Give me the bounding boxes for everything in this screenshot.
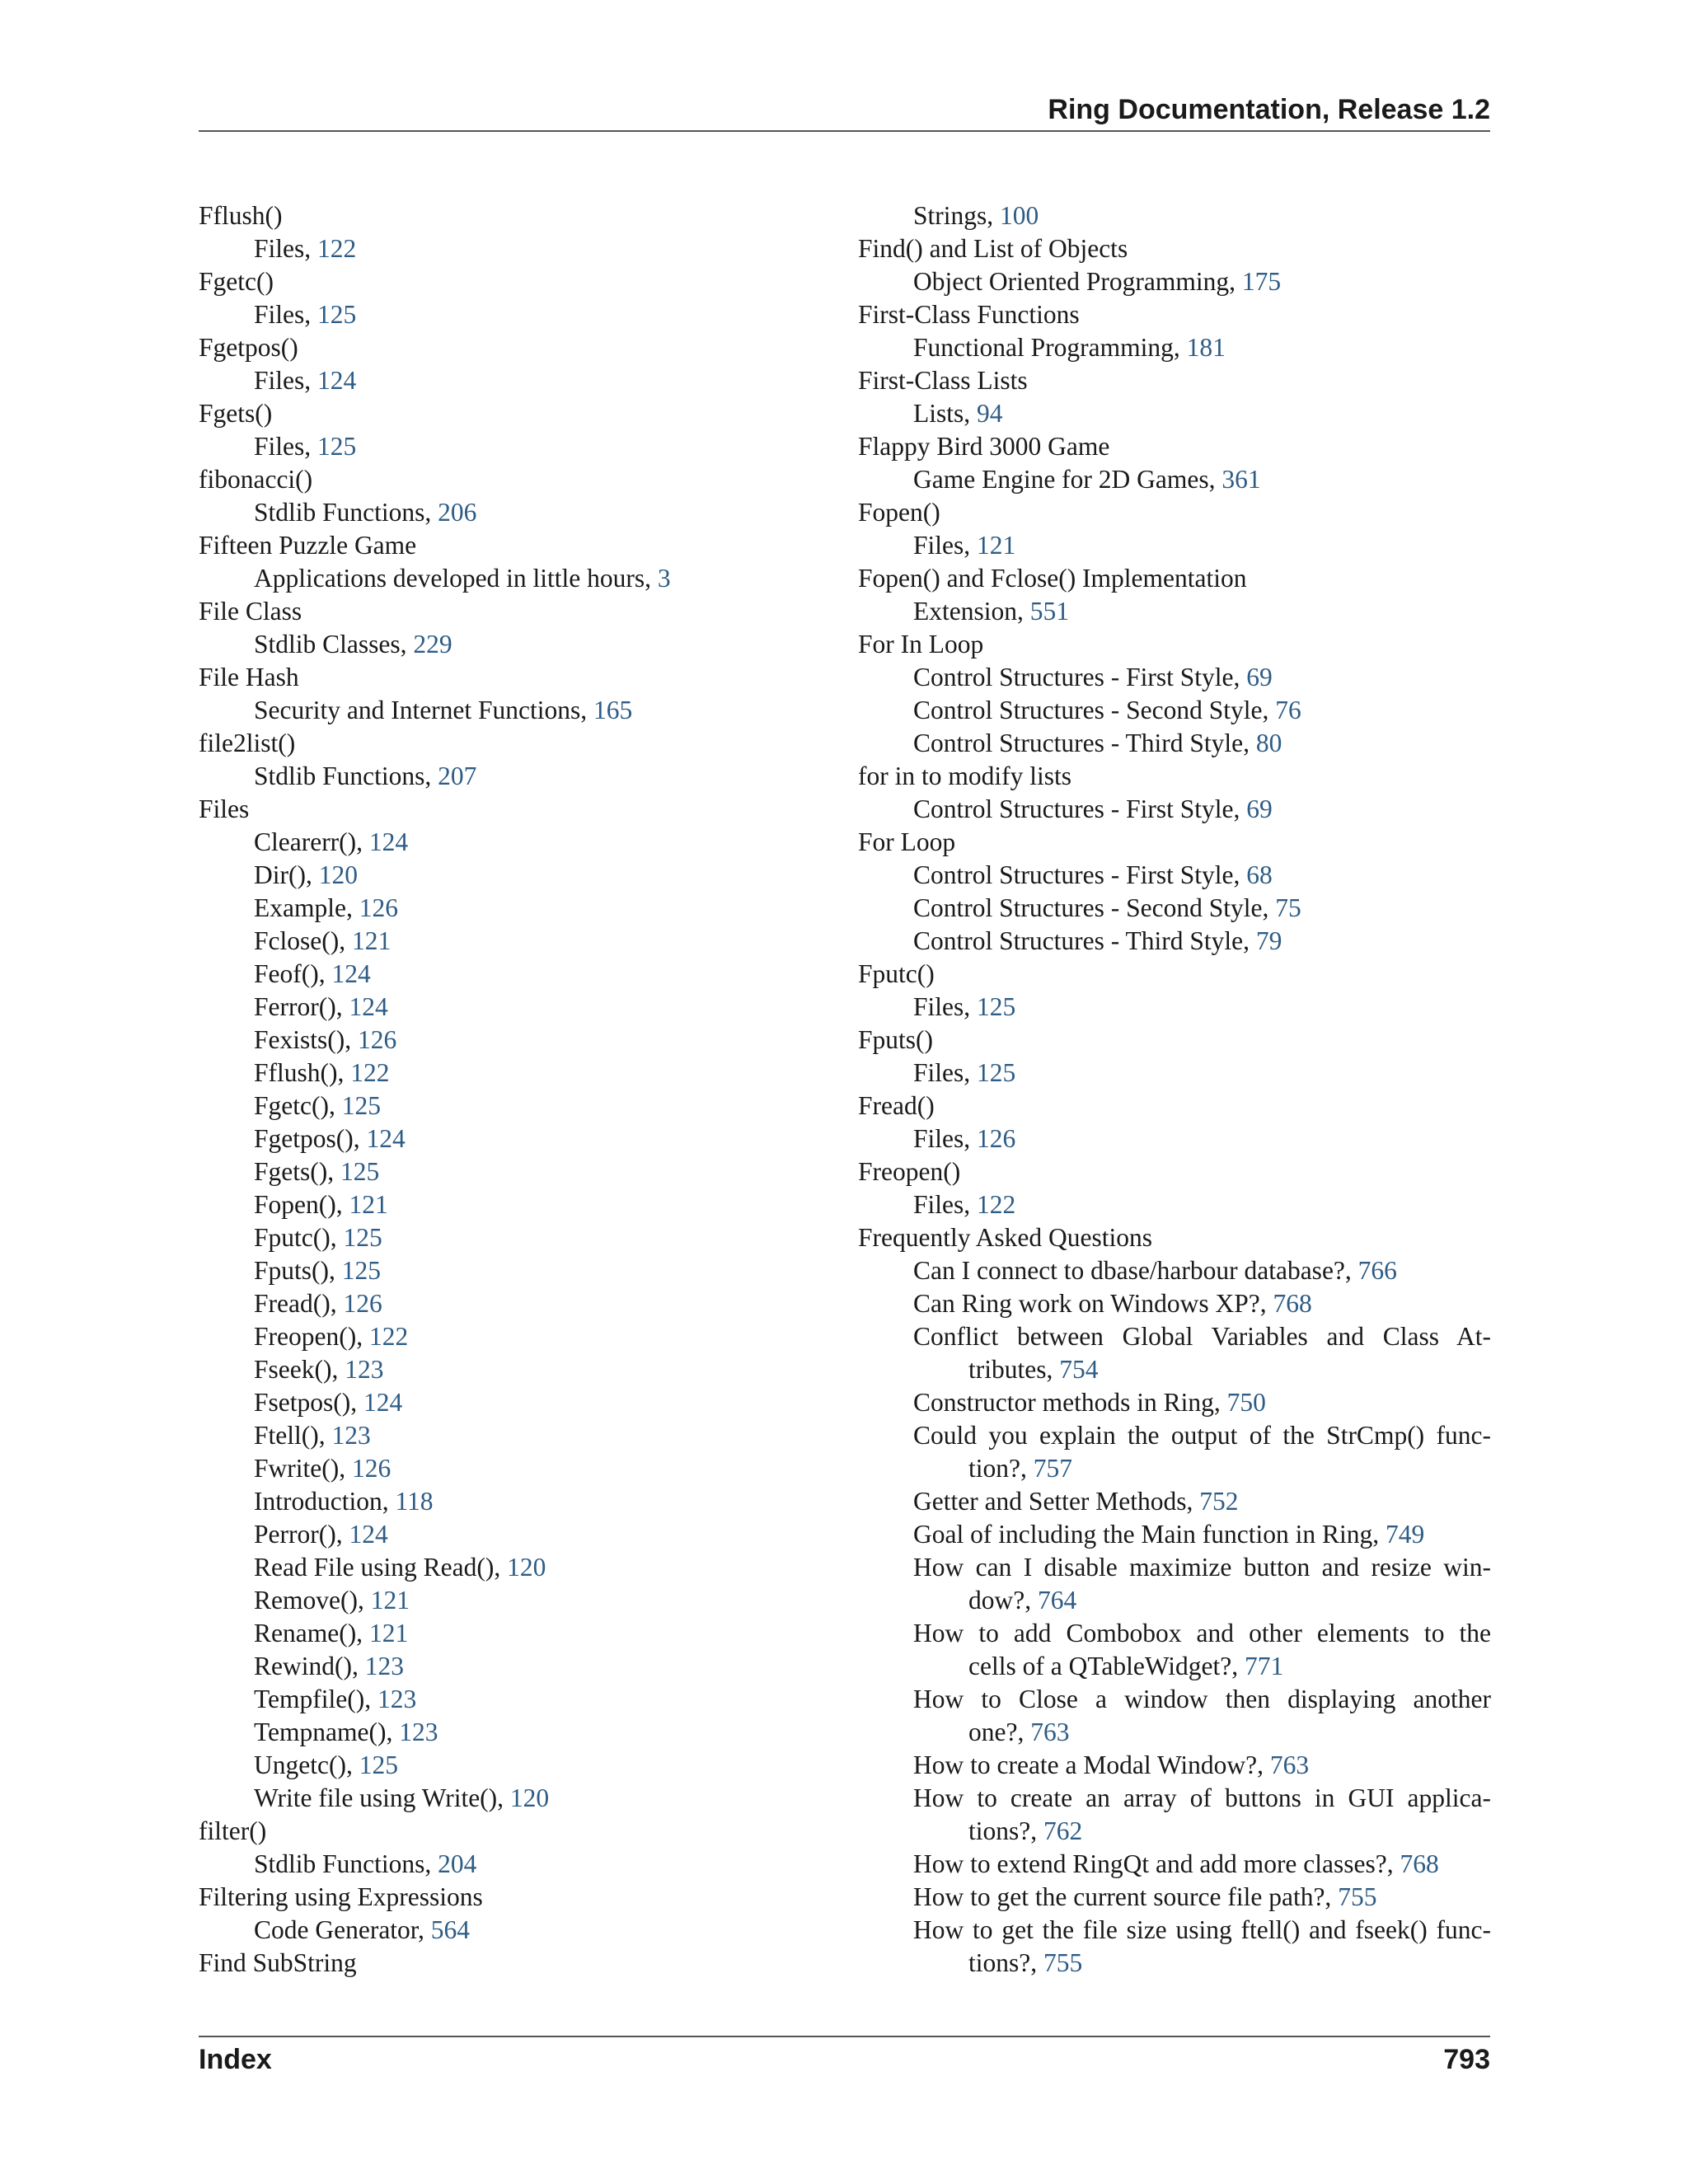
index-subentry	[199, 1320, 832, 1353]
index-subentry	[199, 991, 832, 1024]
page-link[interactable]: 229	[413, 630, 452, 658]
entry-text: How can I disable maximize button and resize win-	[913, 1553, 1491, 1582]
index-subentry	[199, 1485, 832, 1518]
index-subentry	[199, 1716, 832, 1749]
index-term	[199, 595, 832, 628]
index-term	[858, 958, 1491, 991]
entry-text: Goal of including the Main function in Ring,	[913, 1520, 1386, 1549]
index-subentry	[858, 1452, 1491, 1485]
index-subentry	[858, 1617, 1491, 1650]
index-subentry	[858, 199, 1491, 232]
index-subentry	[199, 628, 832, 661]
index-subentry	[199, 1782, 832, 1815]
index-subentry	[199, 925, 832, 958]
entry-text: Perror(),	[254, 1520, 349, 1549]
index-term	[858, 562, 1491, 595]
page-link[interactable]: 750	[1226, 1388, 1266, 1417]
page-link[interactable]: 94	[977, 399, 1003, 428]
page-link[interactable]: 120	[507, 1553, 546, 1582]
index-subentry	[858, 925, 1491, 958]
page-link[interactable]: 100	[1000, 201, 1039, 230]
index-subentry	[199, 1584, 832, 1617]
index-subentry	[199, 826, 832, 859]
index-subentry	[199, 1749, 832, 1782]
entry-text: Fseek(),	[254, 1355, 345, 1384]
index-subentry	[858, 892, 1491, 925]
index-subentry	[858, 1881, 1491, 1914]
index-subentry	[858, 1947, 1491, 1980]
entry-text: Feof(),	[254, 959, 332, 988]
index-subentry	[858, 1386, 1491, 1419]
page-link[interactable]: 122	[350, 1058, 390, 1087]
page-link[interactable]: 126	[351, 1454, 392, 1483]
page-link[interactable]: 79	[1255, 926, 1282, 955]
page-link[interactable]: 755	[1043, 1948, 1083, 1977]
entry-text: Security and Internet Functions,	[254, 696, 594, 724]
index-subentry	[199, 859, 832, 892]
index-subentry	[199, 1090, 832, 1122]
index-subentry	[199, 1617, 832, 1650]
entry-text: Applications developed in little hours,	[254, 564, 658, 593]
index-subentry	[199, 364, 832, 397]
entry-text: Frequently Asked Questions	[858, 1223, 1152, 1252]
index-term	[858, 760, 1491, 793]
page-link[interactable]: 75	[1275, 893, 1301, 922]
index-subentry	[858, 529, 1491, 562]
index-term	[858, 298, 1491, 331]
entry-text: Strings,	[913, 201, 1001, 230]
page-link[interactable]: 121	[351, 926, 392, 955]
index-subentry	[858, 1419, 1491, 1452]
index-subentry	[199, 1551, 832, 1584]
index-subentry	[858, 1749, 1491, 1782]
index-term	[199, 397, 832, 430]
entry-text: Control Structures - First Style,	[913, 860, 1247, 889]
entry-text: Files,	[913, 1058, 978, 1087]
entry-text: Fexists(),	[254, 1025, 358, 1054]
index-term	[858, 232, 1491, 265]
page-link[interactable]: 126	[358, 1025, 397, 1054]
page-link[interactable]: 749	[1386, 1520, 1425, 1549]
page-link[interactable]: 121	[977, 531, 1016, 560]
entry-text: Introduction,	[254, 1487, 396, 1516]
page-link[interactable]: 123	[399, 1718, 438, 1746]
index-term	[199, 265, 832, 298]
page-link[interactable]: 122	[368, 1322, 409, 1351]
index-subentry	[858, 1320, 1491, 1353]
entry-text: tion?,	[968, 1454, 1034, 1483]
index-term	[199, 331, 832, 364]
index-term	[199, 1947, 832, 1980]
entry-text: Ungetc(),	[254, 1750, 359, 1779]
index-subentry	[199, 496, 832, 529]
index-subentry	[858, 331, 1491, 364]
page-link[interactable]: 763	[1269, 1750, 1310, 1779]
page-link[interactable]: 361	[1221, 465, 1261, 494]
page-link[interactable]: 118	[395, 1487, 434, 1516]
entry-text: Stdlib Functions,	[254, 498, 438, 527]
index-subentry	[858, 265, 1491, 298]
entry-text: Freopen(),	[254, 1322, 369, 1351]
index-subentry	[858, 1122, 1491, 1155]
entry-text: Clearerr(),	[254, 827, 369, 856]
entry-text: Could you explain the output of the StrCmp() func-	[913, 1421, 1491, 1450]
entry-text: File Class	[199, 597, 302, 626]
page-link[interactable]: 120	[318, 860, 358, 889]
page-link[interactable]: 121	[368, 1619, 409, 1647]
index-subentry	[858, 1815, 1491, 1848]
entry-text: one?,	[968, 1718, 1031, 1746]
page-link[interactable]: 124	[317, 366, 357, 395]
entry-text: Stdlib Functions,	[254, 1849, 438, 1878]
entry-text: How to add Combobox and other elements to the	[913, 1619, 1491, 1647]
index-term	[199, 1881, 832, 1914]
page-link[interactable]: 763	[1030, 1718, 1070, 1746]
page-link[interactable]: 124	[368, 827, 409, 856]
entry-text: First-Class Functions	[858, 300, 1080, 329]
page-link[interactable]: 551	[1029, 597, 1069, 626]
index-subentry	[858, 1518, 1491, 1551]
entry-text: Code Generator,	[254, 1915, 431, 1944]
entry-text: Control Structures - Second Style,	[913, 893, 1276, 922]
page-footer	[199, 2042, 1490, 2077]
index-subentry	[199, 562, 832, 595]
page-link[interactable]: 125	[977, 992, 1016, 1021]
index-subentry	[858, 1485, 1491, 1518]
index-subentry	[858, 694, 1491, 727]
entry-text: tributes,	[968, 1355, 1060, 1384]
index-column-right	[858, 199, 1491, 1980]
entry-text: Can Ring work on Windows XP?,	[913, 1289, 1273, 1318]
entry-text: First-Class Lists	[858, 366, 1028, 395]
page-link[interactable]: 125	[317, 300, 357, 329]
page-link[interactable]: 768	[1400, 1849, 1439, 1878]
index-subentry	[858, 1716, 1491, 1749]
page-link[interactable]: 754	[1059, 1355, 1099, 1384]
page-link[interactable]: 125	[317, 432, 357, 461]
page-link[interactable]: 175	[1241, 267, 1282, 296]
index-subentry	[858, 1914, 1491, 1947]
index-column-left	[199, 199, 832, 1980]
index-subentry	[858, 463, 1491, 496]
entry-text: Object Oriented Programming,	[913, 267, 1242, 296]
page-header: Ring Documentation, Release 1.2	[1048, 94, 1490, 125]
index-term	[858, 826, 1491, 859]
page-link[interactable]: 764	[1037, 1586, 1077, 1615]
entry-text: Files,	[913, 1124, 978, 1153]
entry-text: Find() and List of Objects	[858, 234, 1128, 263]
entry-text: Fputs(),	[254, 1256, 342, 1285]
entry-text: Tempfile(),	[254, 1685, 377, 1713]
page-link[interactable]: 76	[1275, 696, 1301, 724]
page-link[interactable]: 752	[1199, 1487, 1239, 1516]
page-link[interactable]: 755	[1338, 1882, 1377, 1911]
index-subentry	[858, 595, 1491, 628]
page-link[interactable]: 123	[345, 1355, 384, 1384]
entry-text: For In Loop	[858, 630, 984, 658]
entry-text: filter()	[199, 1816, 267, 1845]
index-term	[858, 364, 1491, 397]
index-subentry	[199, 1386, 832, 1419]
index-subentry	[199, 1254, 832, 1287]
page-link[interactable]: 125	[341, 1091, 381, 1120]
page-link[interactable]: 69	[1246, 794, 1273, 823]
entry-text: Freopen()	[858, 1157, 961, 1186]
index-subentry	[199, 1452, 832, 1485]
entry-text: Fwrite(),	[254, 1454, 352, 1483]
entry-text: Fread()	[858, 1091, 935, 1120]
index-term	[199, 793, 832, 826]
entry-text: Files,	[254, 234, 318, 263]
entry-text: Dir(),	[254, 860, 319, 889]
page-link[interactable]: 125	[340, 1157, 380, 1186]
page-link[interactable]: 181	[1186, 333, 1226, 362]
entry-text: Constructor methods in Ring,	[913, 1388, 1227, 1417]
entry-text: Remove(),	[254, 1586, 371, 1615]
entry-text: Game Engine for 2D Games,	[913, 465, 1222, 494]
entry-text: fibonacci()	[199, 465, 313, 494]
entry-text: file2list()	[199, 729, 296, 757]
index-subentry	[858, 1551, 1491, 1584]
page-link[interactable]: 123	[331, 1421, 371, 1450]
page-link[interactable]: 757	[1033, 1454, 1072, 1483]
entry-text: Files,	[254, 366, 318, 395]
page-link[interactable]: 121	[349, 1190, 388, 1219]
page-link[interactable]: 123	[364, 1652, 404, 1680]
index-subentry	[199, 694, 832, 727]
entry-text: Control Structures - Third Style,	[913, 729, 1256, 757]
entry-text: Flappy Bird 3000 Game	[858, 432, 1110, 461]
page-link[interactable]: 80	[1255, 729, 1282, 757]
index-term	[858, 430, 1491, 463]
entry-text: How to create a Modal Window?,	[913, 1750, 1270, 1779]
entry-text: Files	[199, 794, 250, 823]
index-subentry	[858, 1650, 1491, 1683]
entry-text: Rename(),	[254, 1619, 369, 1647]
index-subentry	[858, 1188, 1491, 1221]
footer-rule	[199, 2036, 1490, 2037]
entry-text: Conflict between Global Variables and Class At-	[913, 1322, 1491, 1351]
entry-text: Rewind(),	[254, 1652, 365, 1680]
page-link[interactable]: 126	[359, 893, 398, 922]
index-subentry	[199, 1419, 832, 1452]
entry-text: Stdlib Functions,	[254, 762, 438, 790]
entry-text: Write file using Write(),	[254, 1783, 510, 1812]
page-link[interactable]: 69	[1246, 663, 1273, 691]
entry-text: How to create an array of buttons in GUI applica-	[913, 1783, 1491, 1812]
index-term	[199, 463, 832, 496]
page-link[interactable]: 122	[977, 1190, 1016, 1219]
index-term	[858, 1155, 1491, 1188]
entry-text: Can I connect to dbase/harbour database?,	[913, 1256, 1358, 1285]
index-subentry	[199, 232, 832, 265]
index-subentry	[858, 1353, 1491, 1386]
entry-text: Files,	[254, 432, 318, 461]
index-subentry	[199, 1287, 832, 1320]
index-subentry	[858, 793, 1491, 826]
entry-text: Fgetpos()	[199, 333, 298, 362]
entry-text: Read File using Read(),	[254, 1553, 508, 1582]
entry-text: Files,	[254, 300, 318, 329]
entry-text: Files,	[913, 531, 978, 560]
index-term	[199, 1815, 832, 1848]
entry-text: for in to modify lists	[858, 762, 1071, 790]
index-term	[199, 727, 832, 760]
page-link[interactable]: 120	[509, 1783, 550, 1812]
entry-text: Files,	[913, 992, 978, 1021]
header-rule	[199, 130, 1490, 132]
page-link[interactable]: 124	[331, 959, 371, 988]
entry-text: How to get the file size using ftell() and fseek() func-	[913, 1915, 1491, 1944]
entry-text: Functional Programming,	[913, 333, 1187, 362]
page-link[interactable]: 124	[349, 1520, 388, 1549]
entry-text: Example,	[254, 893, 359, 922]
page-link[interactable]: 125	[359, 1750, 398, 1779]
index-subentry	[858, 1584, 1491, 1617]
index-subentry	[858, 727, 1491, 760]
index-subentry	[858, 1057, 1491, 1090]
page-link[interactable]: 207	[438, 762, 477, 790]
index-term	[858, 496, 1491, 529]
entry-text: Filtering using Expressions	[199, 1882, 483, 1911]
index-term	[858, 628, 1491, 661]
entry-text: Fflush(),	[254, 1058, 351, 1087]
page-link[interactable]: 206	[438, 498, 477, 527]
entry-text: Fgets(),	[254, 1157, 340, 1186]
entry-text: Fgets()	[199, 399, 273, 428]
index-subentry	[199, 1188, 832, 1221]
entry-text: tions?,	[968, 1948, 1043, 1977]
page-link[interactable]: 125	[977, 1058, 1016, 1087]
index-subentry	[199, 1155, 832, 1188]
page-link[interactable]: 771	[1245, 1652, 1284, 1680]
index-subentry	[858, 859, 1491, 892]
page-link[interactable]: 124	[363, 1388, 403, 1417]
index-term	[858, 1221, 1491, 1254]
index-subentry	[858, 1254, 1491, 1287]
page-link[interactable]: 3	[657, 564, 671, 593]
index-subentry	[858, 1848, 1491, 1881]
page-link[interactable]: 121	[370, 1586, 410, 1615]
index-subentry	[858, 1683, 1491, 1716]
entry-text: Fgetc()	[199, 267, 274, 296]
entry-text: Control Structures - Third Style,	[913, 926, 1256, 955]
page-link[interactable]: 124	[366, 1124, 406, 1153]
index-subentry	[199, 1057, 832, 1090]
index-subentry	[858, 991, 1491, 1024]
entry-text: Fputc()	[858, 959, 935, 988]
index-subentry	[199, 1122, 832, 1155]
entry-text: Fifteen Puzzle Game	[199, 531, 417, 560]
index-subentry	[199, 1353, 832, 1386]
entry-text: Fgetpos(),	[254, 1124, 367, 1153]
entry-text: For Loop	[858, 827, 956, 856]
entry-text: Extension,	[913, 597, 1030, 626]
index-subentry	[858, 661, 1491, 694]
entry-text: tions?,	[968, 1816, 1043, 1845]
index-subentry	[199, 1518, 832, 1551]
entry-text: Ftell(),	[254, 1421, 332, 1450]
footer-section-label: Index	[199, 2044, 272, 2075]
page-link[interactable]: 564	[430, 1915, 471, 1944]
entry-text: File Hash	[199, 663, 299, 691]
entry-text: Fclose(),	[254, 926, 352, 955]
entry-text: How to get the current source file path?,	[913, 1882, 1339, 1911]
index-term	[199, 661, 832, 694]
index-subentry	[199, 1024, 832, 1057]
entry-text: Fopen() and Fclose() Implementation	[858, 564, 1247, 593]
page-link[interactable]: 762	[1043, 1816, 1083, 1845]
entry-text: Control Structures - Second Style,	[913, 696, 1276, 724]
page-link[interactable]: 123	[377, 1685, 417, 1713]
page-link[interactable]: 125	[341, 1256, 382, 1285]
index-subentry	[858, 1782, 1491, 1815]
entry-text: Control Structures - First Style,	[913, 663, 1247, 691]
page-link[interactable]: 204	[438, 1849, 477, 1878]
index-subentry	[199, 1683, 832, 1716]
entry-text: Fread(),	[254, 1289, 344, 1318]
index-subentry	[199, 892, 832, 925]
entry-text: cells of a QTableWidget?,	[968, 1652, 1245, 1680]
entry-text: Fopen()	[858, 498, 940, 527]
index-subentry	[199, 1914, 832, 1947]
page-link[interactable]: 165	[593, 696, 633, 724]
index-subentry	[199, 430, 832, 463]
entry-text: Fsetpos(),	[254, 1388, 363, 1417]
page-link[interactable]: 125	[343, 1223, 382, 1252]
entry-text: Fputc(),	[254, 1223, 344, 1252]
entry-text: Fopen(),	[254, 1190, 349, 1219]
entry-text: Fflush()	[199, 201, 283, 230]
index-subentry	[858, 397, 1491, 430]
entry-text: Control Structures - First Style,	[913, 794, 1247, 823]
page-link[interactable]: 124	[349, 992, 388, 1021]
page-link[interactable]: 126	[343, 1289, 382, 1318]
entry-text: Find SubString	[199, 1948, 357, 1977]
index-subentry	[199, 1650, 832, 1683]
entry-text: How to Close a window then displaying another	[913, 1685, 1491, 1713]
entry-text: Files,	[913, 1190, 978, 1219]
entry-text: Stdlib Classes,	[254, 630, 414, 658]
page-link[interactable]: 122	[317, 234, 357, 263]
entry-text: Lists,	[913, 399, 978, 428]
entry-text: Ferror(),	[254, 992, 349, 1021]
index-subentry	[199, 298, 832, 331]
entry-text: Fgetc(),	[254, 1091, 342, 1120]
index-subentry	[199, 1221, 832, 1254]
entry-text: dow?,	[968, 1586, 1038, 1615]
index-term	[199, 529, 832, 562]
index-term	[858, 1090, 1491, 1122]
index-term	[858, 1024, 1491, 1057]
page-number: 793	[1443, 2044, 1490, 2075]
index-subentry	[199, 958, 832, 991]
page-link[interactable]: 68	[1246, 860, 1273, 889]
entry-text: Tempname(),	[254, 1718, 400, 1746]
page-link[interactable]: 126	[977, 1124, 1016, 1153]
page-link[interactable]: 768	[1273, 1289, 1312, 1318]
entry-text: Fputs()	[858, 1025, 934, 1054]
entry-text: Getter and Setter Methods,	[913, 1487, 1200, 1516]
index-term	[199, 199, 832, 232]
index-subentry	[199, 760, 832, 793]
entry-text: How to extend RingQt and add more classes?,	[913, 1849, 1400, 1878]
page-link[interactable]: 766	[1357, 1256, 1397, 1285]
index-subentry	[858, 1287, 1491, 1320]
index-subentry	[199, 1848, 832, 1881]
